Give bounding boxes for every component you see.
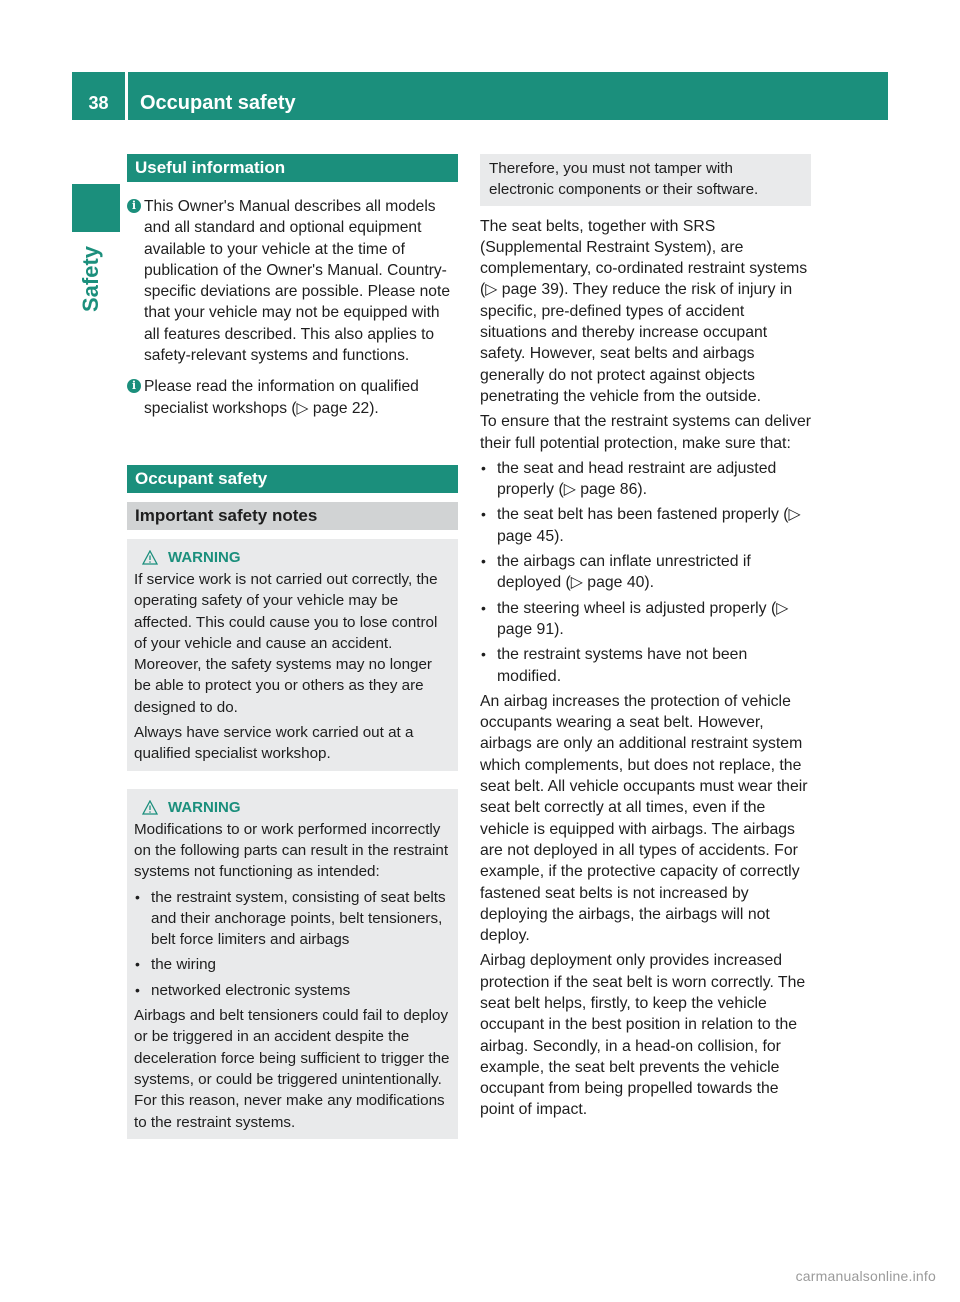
list-item: • the seat belt has been fastened properly (▷ page 45). bbox=[480, 504, 811, 547]
warning-title bbox=[134, 547, 451, 569]
warning-box bbox=[127, 789, 458, 1139]
info-icon: i bbox=[127, 199, 141, 213]
right-column bbox=[480, 154, 811, 1121]
note-box: Therefore, you must not tamper with electronic components or their software. bbox=[480, 154, 811, 206]
body-paragraph: Airbag deployment only provides increased protection if the seat belt is worn correctly. The seat belt helps, firstly, to keep the vehicle occupant in the best position in relation to the airbag. Secondly, in a head-on collision, for example, the seat belt prevents the vehicle occupant from being propelled towards the point of impact. bbox=[480, 952, 806, 1119]
warning-paragraph: Always have service work carried out at a qualified specialist workshop. bbox=[134, 724, 414, 763]
warning-paragraph: Modifications to or work performed incorrectly on the following parts can result in the restraint systems not functioning as intended: bbox=[134, 820, 449, 881]
page-title: Occupant safety bbox=[140, 92, 296, 114]
warning-title bbox=[134, 797, 451, 819]
warning-triangle-icon bbox=[142, 550, 158, 565]
info-icon: i bbox=[127, 379, 141, 393]
warning-box bbox=[127, 539, 458, 771]
header-divider bbox=[125, 72, 128, 120]
body-paragraph: To ensure that the restraint systems can deliver their full potential protection, make sure that: bbox=[480, 413, 812, 452]
watermark: carmanualsonline.info bbox=[795, 1268, 936, 1284]
body-paragraph: The seat belts, together with SRS (Supplemental Restraint System), are complementary, co-ordinated restraint systems (▷ page 39). They reduce the risk of injury in specific, pre-defined types of accident situations and thereby increase occupant safety. However, seat belts and airbags generally do not protect against objects penetrating the vehicle from the outside. bbox=[480, 217, 808, 405]
warning-title-text: WARNING bbox=[168, 549, 241, 567]
info-note bbox=[127, 376, 458, 419]
list-item: • the wiring bbox=[134, 954, 451, 975]
page-number: 38 bbox=[88, 93, 109, 113]
side-tab-marker bbox=[72, 184, 120, 232]
list-item: • the restraint system, consisting of seat belts and their anchorage points, belt tensioners, belt force limiters and airbags bbox=[134, 887, 451, 951]
useful-information-heading: Useful information bbox=[127, 154, 458, 182]
info-note-text: Please read the information on qualified specialist workshops (▷ page 22). bbox=[144, 378, 419, 417]
body-paragraph: An airbag increases the protection of vehicle occupants wearing a seat belt. However, airbags are only an additional restraint system which complements, but does not replace, the seat belt. All vehicle occupants must wear their seat belt correctly at all times, even if the vehicle is equipped with airbags. The airbags are not deployed in all types of accidents. For example, if the protective capacity of correctly fastened seat belts is not increased by deploying the airbags, the airbags will not deploy. bbox=[480, 692, 808, 945]
list-item: • the seat and head restraint are adjusted properly (▷ page 86). bbox=[480, 458, 811, 501]
list-item: • the restraint systems have not been modified. bbox=[480, 644, 811, 687]
body-text bbox=[480, 216, 811, 1121]
list-item: • networked electronic systems bbox=[134, 980, 451, 1001]
warning-paragraph: Airbags and belt tensioners could fail to deploy or be triggered in an accident despite the deceleration force being sufficient to trigger the systems, or could be triggered unintentionally. For this reason, never make any modifications to the restraint systems. bbox=[134, 1007, 450, 1131]
list-item: • the steering wheel is adjusted properly (▷ page 91). bbox=[480, 598, 811, 641]
warning-paragraph: If service work is not carried out correctly, the operating safety of your vehicle may be affected. This could cause you to lose control of your vehicle and cause an accident. Moreover, the safety systems may no longer be able to protect you or others as they are designed to do. bbox=[134, 570, 438, 716]
info-note bbox=[127, 196, 458, 366]
side-section-label: Safety bbox=[78, 245, 103, 312]
warning-title-text: WARNING bbox=[168, 798, 241, 816]
warning-triangle-icon bbox=[142, 800, 158, 815]
occupant-safety-heading: Occupant safety bbox=[127, 465, 458, 493]
left-column bbox=[127, 154, 458, 1139]
info-note-text: This Owner's Manual describes all models and all standard and optional equipment available to your vehicle at the time of publication of the Owner's Manual. Country-specific deviations are possible. Please note that your vehicle may not be equipped with all features described. This also applies to safety-relevant systems and functions. bbox=[144, 198, 450, 365]
important-safety-notes-heading: Important safety notes bbox=[127, 502, 458, 530]
list-item: • the airbags can inflate unrestricted if deployed (▷ page 40). bbox=[480, 551, 811, 594]
